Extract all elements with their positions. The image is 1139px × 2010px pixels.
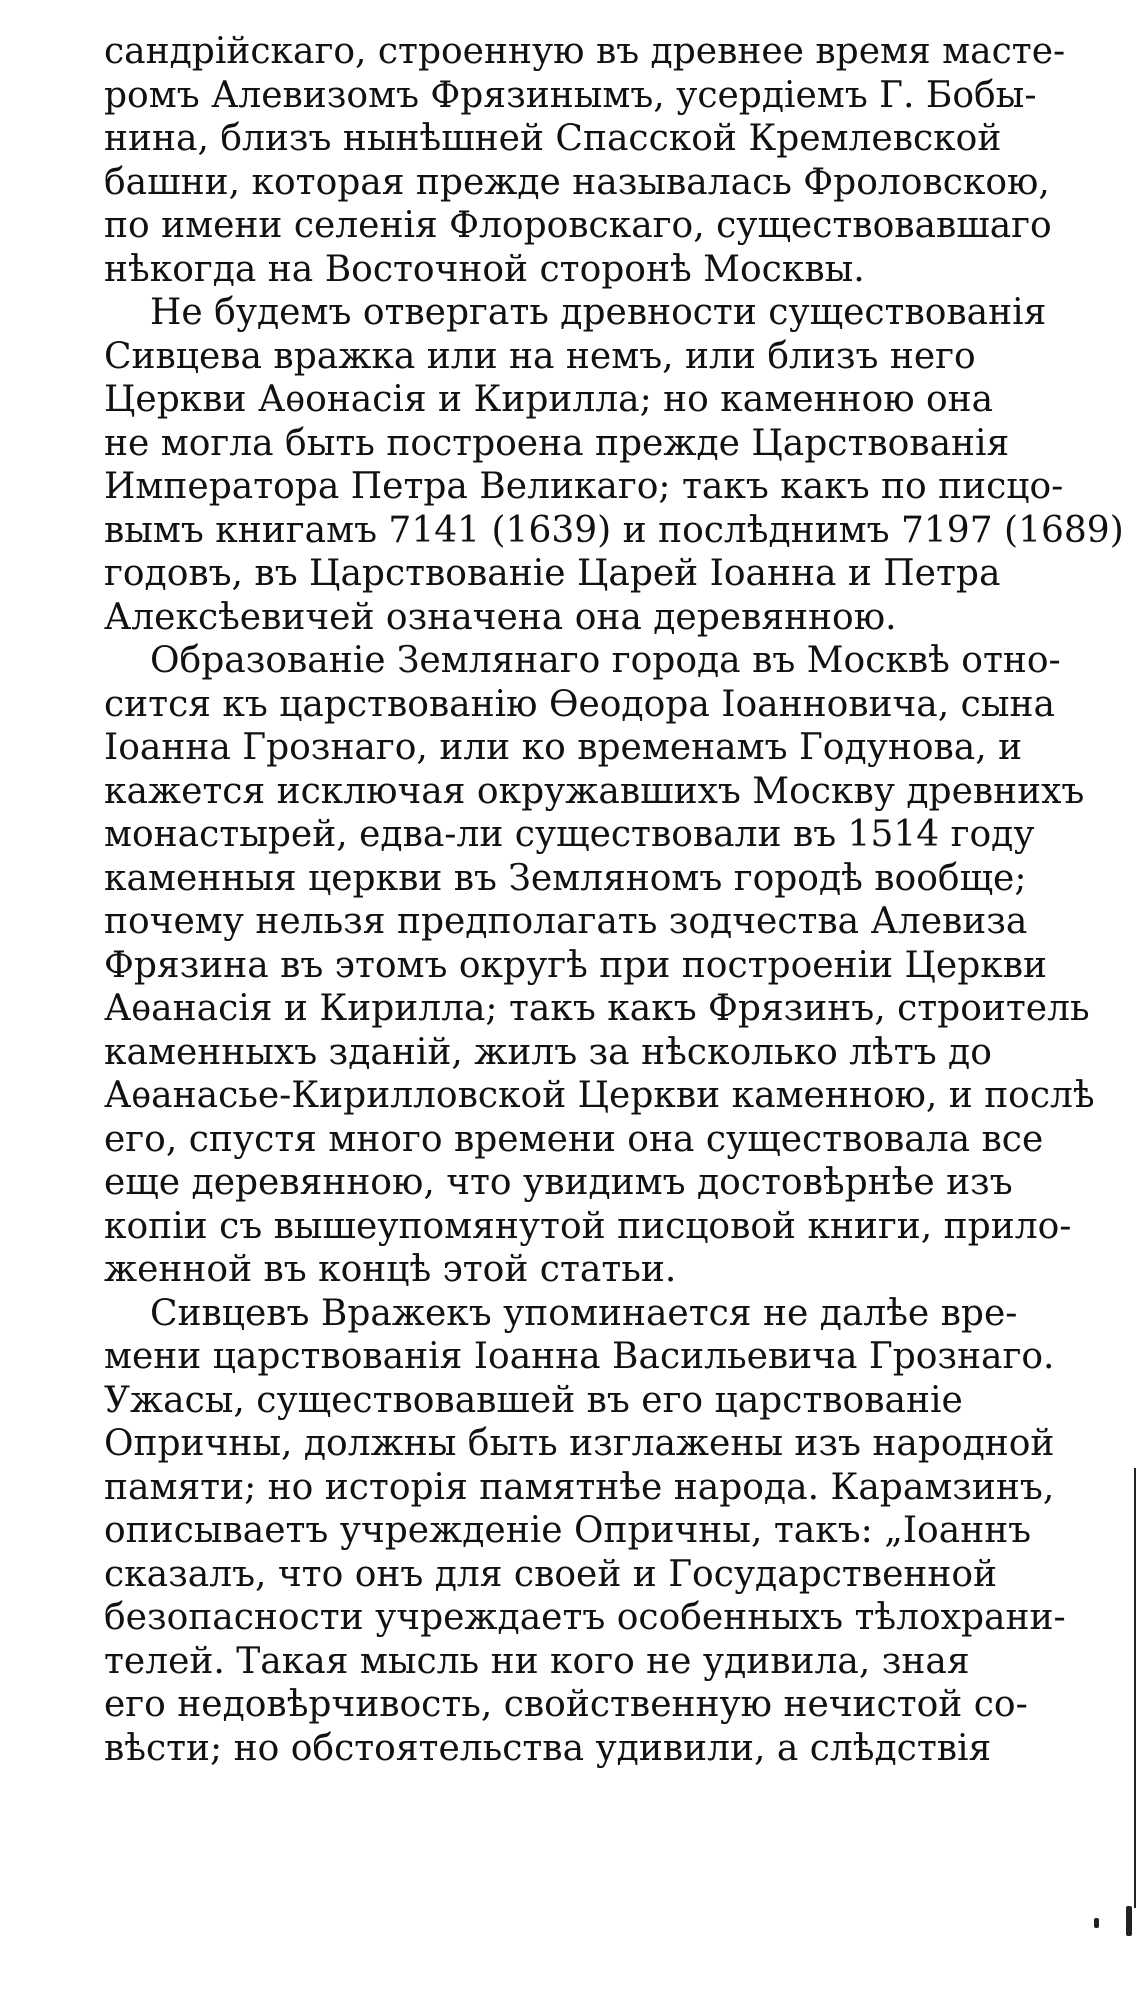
- page-edge-rule: [1134, 1468, 1136, 1908]
- text-line: Императора Петра Великаго; такъ какъ по писцо-: [104, 466, 1064, 507]
- text-body: [104, 30, 1139, 1770]
- text-line: монастырей, едва-ли существовали въ 1514 году: [104, 814, 1035, 855]
- text-line: нѣкогда на Восточной сторонѣ Москвы.: [104, 248, 865, 290]
- text-line: Алексѣевичей означена она деревянною.: [104, 596, 897, 638]
- text-line: не могла быть построена прежде Царствованія: [104, 422, 1010, 464]
- text-line: почему нельзя предполагать зодчества Алевиза: [104, 901, 1028, 942]
- text-line: мени царствованія Іоанна Васильевича Грознаго.: [104, 1336, 1055, 1377]
- text-line: каменныя церкви въ Земляномъ городѣ вообще;: [104, 857, 1027, 899]
- text-line: Ужасы, существовавшей въ его царствованіе: [104, 1379, 963, 1421]
- text-line: сится къ царствованію Ѳеодора Іоанновича, сына: [104, 683, 1055, 725]
- text-line: вымъ книгамъ 7141 (1639) и послѣднимъ 7197 (1689): [104, 509, 1124, 551]
- paragraph-start-line: Образованіе Землянаго города въ Москвѣ отно-: [150, 640, 1061, 681]
- text-line: описываетъ учрежденіе Опричны, такъ: „Іоаннъ: [104, 1510, 1032, 1551]
- text-line: каменныхъ зданій, жилъ за нѣсколько лѣтъ до: [104, 1031, 992, 1073]
- text-line: по имени селенія Флоровскаго, существовавшаго: [104, 205, 1052, 246]
- text-line: еще деревянною, что увидимъ достовѣрнѣе изъ: [104, 1162, 1013, 1203]
- scan-mark: [1126, 1906, 1132, 1936]
- text-line: вѣсти; но обстоятельства удивили, а слѣдствія: [104, 1727, 992, 1769]
- text-line: памяти; но исторія памятнѣе народа. Карамзинъ,: [104, 1466, 1055, 1508]
- text-line: Опричны, должны быть изглажены изъ народной: [104, 1423, 1055, 1464]
- text-line: годовъ, въ Царствованіе Царей Іоанна и Петра: [104, 553, 1001, 594]
- text-line: нина, близъ нынѣшней Спасской Кремлевской: [104, 118, 1002, 159]
- text-line: безопасности учреждаетъ особенныхъ тѣлохрани-: [104, 1597, 1066, 1638]
- text-line: телей. Такая мысль ни кого не удивила, зная: [104, 1640, 970, 1682]
- text-line: Аѳанасія и Кирилла; такъ какъ Фрязинъ, строитель: [104, 988, 1090, 1029]
- text-line: копіи съ вышеупомянутой писцовой книги, прило-: [104, 1205, 1072, 1247]
- text-line: сандрійскаго, строенную въ древнее время масте-: [104, 31, 1066, 72]
- text-line: его, спустя много времени она существовала все: [104, 1118, 1044, 1160]
- text-line: Сивцева вражка или на немъ, или близъ него: [104, 335, 976, 377]
- text-line: женной въ концѣ этой статьи.: [104, 1249, 677, 1290]
- paragraph-start-line: Сивцевъ Вражекъ упоминается не далѣе вре-: [150, 1292, 1018, 1334]
- text-line: ромъ Алевизомъ Фрязинымъ, усердіемъ Г. Бобы-: [104, 74, 1037, 116]
- text-line: Аѳанасье-Кирилловской Церкви каменною, и послѣ: [104, 1075, 1095, 1116]
- paragraph-start-line: Не будемъ отвергать древности существованія: [150, 292, 1047, 333]
- text-line: сказалъ, что онъ для своей и Государственной: [104, 1553, 998, 1595]
- text-line: его недовѣрчивость, свойственную нечистой со-: [104, 1684, 1028, 1725]
- text-line: Фрязина въ этомъ округѣ при построеніи Церкви: [104, 944, 1047, 986]
- text-line: башни, которая прежде называлась Фроловскою,: [104, 161, 1050, 203]
- text-line: Церкви Аѳонасія и Кирилла; но каменною она: [104, 379, 994, 420]
- text-line: Іоанна Грознаго, или ко временамъ Годунова, и: [104, 727, 1023, 768]
- text-line: кажется исключая окружавшихъ Москву древнихъ: [104, 770, 1085, 812]
- scan-mark: [1094, 1918, 1099, 1928]
